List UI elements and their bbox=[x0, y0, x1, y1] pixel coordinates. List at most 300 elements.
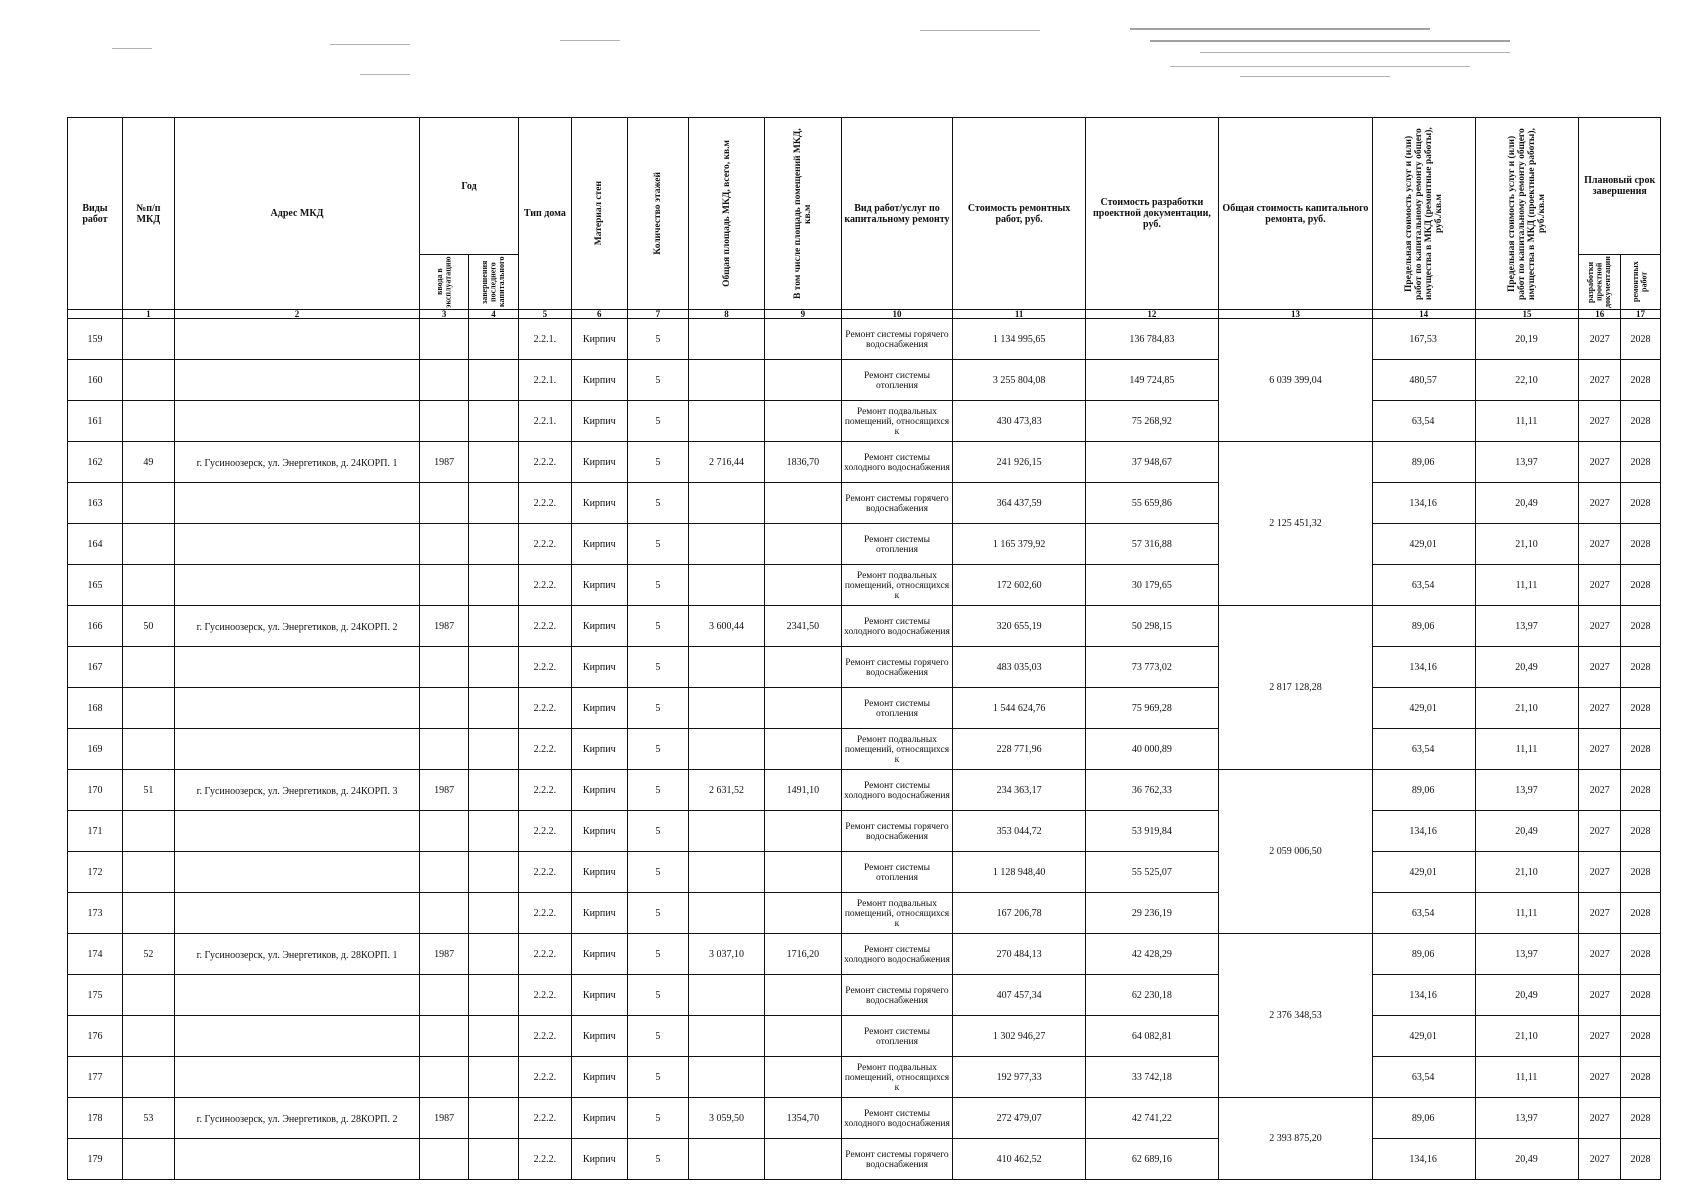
header-deadline-repair: ремонтных работ bbox=[1621, 255, 1661, 310]
header-year-commissioned: ввода в эксплуатацию bbox=[420, 255, 469, 310]
premises-area bbox=[765, 811, 841, 852]
table-row bbox=[68, 729, 1661, 770]
year-last-repair bbox=[469, 360, 519, 401]
deadline-repair: 2028 bbox=[1621, 319, 1661, 360]
total-area: 2 631,52 bbox=[688, 770, 764, 811]
work-type bbox=[841, 401, 953, 442]
year-commissioned bbox=[420, 1057, 469, 1098]
table-row bbox=[68, 483, 1661, 524]
row-number: 168 bbox=[68, 688, 123, 729]
row-number: 171 bbox=[68, 811, 123, 852]
address-cell bbox=[174, 729, 419, 770]
limit-design: 22,10 bbox=[1475, 360, 1579, 401]
deadline-design: 2027 bbox=[1579, 852, 1621, 893]
address-cell bbox=[174, 483, 419, 524]
work-type bbox=[841, 483, 953, 524]
address-cell-text: г. Гусиноозерск, ул. Энергетиков, д. 24КОРП. 2 bbox=[196, 621, 398, 633]
deadline-design: 2027 bbox=[1579, 1098, 1621, 1139]
repair-cost: 410 462,52 bbox=[953, 1139, 1085, 1180]
table-row bbox=[68, 934, 1661, 975]
scan-artifact bbox=[360, 74, 410, 75]
column-number: 17 bbox=[1621, 310, 1661, 319]
year-last-repair bbox=[469, 1057, 519, 1098]
column-number: 13 bbox=[1219, 310, 1373, 319]
work-type-text: Ремонт системы горячего водоснабжения bbox=[845, 329, 949, 350]
premises-area bbox=[765, 483, 841, 524]
mkd-number bbox=[122, 647, 174, 688]
year-last-repair bbox=[469, 442, 519, 483]
wall-material: Кирпич bbox=[571, 606, 627, 647]
row-number: 166 bbox=[68, 606, 123, 647]
deadline-repair: 2028 bbox=[1621, 975, 1661, 1016]
table-row bbox=[68, 565, 1661, 606]
mkd-number: 50 bbox=[122, 606, 174, 647]
work-type-text: Ремонт системы холодного водоснабжения bbox=[844, 944, 950, 965]
row-number: 178 bbox=[68, 1098, 123, 1139]
row-number: 165 bbox=[68, 565, 123, 606]
limit-design: 20,49 bbox=[1475, 975, 1579, 1016]
column-number: 9 bbox=[765, 310, 841, 319]
wall-material: Кирпич bbox=[571, 1016, 627, 1057]
header-vidy-rabot: Виды работ bbox=[68, 118, 123, 310]
design-cost: 62 230,18 bbox=[1085, 975, 1218, 1016]
limit-repair: 429,01 bbox=[1372, 688, 1475, 729]
column-number: 6 bbox=[571, 310, 627, 319]
premises-area bbox=[765, 319, 841, 360]
row-number: 159 bbox=[68, 319, 123, 360]
table-row bbox=[68, 360, 1661, 401]
design-cost: 55 525,07 bbox=[1085, 852, 1218, 893]
year-commissioned bbox=[420, 893, 469, 934]
deadline-design: 2027 bbox=[1579, 811, 1621, 852]
repair-cost: 353 044,72 bbox=[953, 811, 1085, 852]
mkd-number: 53 bbox=[122, 1098, 174, 1139]
scan-artifact bbox=[560, 40, 620, 41]
year-last-repair bbox=[469, 401, 519, 442]
year-last-repair bbox=[469, 1139, 519, 1180]
deadline-design: 2027 bbox=[1579, 1016, 1621, 1057]
deadline-repair: 2028 bbox=[1621, 401, 1661, 442]
design-cost: 36 762,33 bbox=[1085, 770, 1218, 811]
year-commissioned: 1987 bbox=[420, 1098, 469, 1139]
row-number: 174 bbox=[68, 934, 123, 975]
column-number: 16 bbox=[1579, 310, 1621, 319]
wall-material: Кирпич bbox=[571, 442, 627, 483]
row-number: 176 bbox=[68, 1016, 123, 1057]
column-number: 12 bbox=[1085, 310, 1218, 319]
deadline-repair: 2028 bbox=[1621, 729, 1661, 770]
year-commissioned bbox=[420, 319, 469, 360]
design-cost: 53 919,84 bbox=[1085, 811, 1218, 852]
premises-area bbox=[765, 360, 841, 401]
row-number: 179 bbox=[68, 1139, 123, 1180]
house-type: 2.2.2. bbox=[518, 565, 571, 606]
repair-cost: 364 437,59 bbox=[953, 483, 1085, 524]
work-type-text: Ремонт системы холодного водоснабжения bbox=[844, 452, 950, 473]
work-type-text: Ремонт системы отопления bbox=[863, 370, 930, 391]
design-cost: 30 179,65 bbox=[1085, 565, 1218, 606]
column-number: 11 bbox=[953, 310, 1085, 319]
limit-design: 13,97 bbox=[1475, 1098, 1579, 1139]
repair-cost: 1 302 946,27 bbox=[953, 1016, 1085, 1057]
address-cell bbox=[174, 934, 419, 975]
column-number: 2 bbox=[174, 310, 419, 319]
table-row bbox=[68, 852, 1661, 893]
limit-design: 13,97 bbox=[1475, 606, 1579, 647]
house-type: 2.2.2. bbox=[518, 1016, 571, 1057]
address-cell bbox=[174, 1057, 419, 1098]
wall-material: Кирпич bbox=[571, 729, 627, 770]
house-type: 2.2.2. bbox=[518, 647, 571, 688]
work-type bbox=[841, 811, 953, 852]
mkd-number bbox=[122, 565, 174, 606]
table-row bbox=[68, 975, 1661, 1016]
row-number: 163 bbox=[68, 483, 123, 524]
address-cell bbox=[174, 319, 419, 360]
column-number: 7 bbox=[627, 310, 688, 319]
work-type-text: Ремонт подвальных помещений, относящихся к bbox=[844, 898, 950, 929]
limit-design: 11,11 bbox=[1475, 893, 1579, 934]
table-row bbox=[68, 688, 1661, 729]
deadline-design: 2027 bbox=[1579, 319, 1621, 360]
limit-repair: 134,16 bbox=[1372, 647, 1475, 688]
work-type-text: Ремонт системы холодного водоснабжения bbox=[844, 1108, 950, 1129]
address-cell bbox=[174, 1098, 419, 1139]
work-type-text: Ремонт подвальных помещений, относящихся к bbox=[844, 734, 950, 765]
work-type bbox=[841, 647, 953, 688]
total-area bbox=[688, 524, 764, 565]
repair-cost: 234 363,17 bbox=[953, 770, 1085, 811]
year-last-repair bbox=[469, 852, 519, 893]
table-row bbox=[68, 1016, 1661, 1057]
header-limit-design: Предельная стоимость услуг и (или) работ по капитальному ремонту общего имущества в МКД (проектные работы), руб./кв.м bbox=[1475, 118, 1579, 310]
premises-area bbox=[765, 729, 841, 770]
total-cost: 2 376 348,53 bbox=[1219, 934, 1373, 1098]
address-cell-text: г. Гусиноозерск, ул. Энергетиков, д. 24КОРП. 3 bbox=[196, 785, 398, 797]
year-commissioned bbox=[420, 524, 469, 565]
wall-material: Кирпич bbox=[571, 483, 627, 524]
premises-area bbox=[765, 647, 841, 688]
repair-cost: 407 457,34 bbox=[953, 975, 1085, 1016]
mkd-number bbox=[122, 852, 174, 893]
deadline-repair: 2028 bbox=[1621, 565, 1661, 606]
row-number: 169 bbox=[68, 729, 123, 770]
limit-repair: 480,57 bbox=[1372, 360, 1475, 401]
floor-count: 5 bbox=[627, 1016, 688, 1057]
header-mkd-number: №п/п МКД bbox=[122, 118, 174, 310]
work-type bbox=[841, 606, 953, 647]
address-cell-text: г. Гусиноозерск, ул. Энергетиков, д. 28КОРП. 2 bbox=[196, 1113, 398, 1125]
address-cell-text: г. Гусиноозерск, ул. Энергетиков, д. 28КОРП. 1 bbox=[196, 949, 398, 961]
deadline-design: 2027 bbox=[1579, 934, 1621, 975]
floor-count: 5 bbox=[627, 1139, 688, 1180]
address-cell bbox=[174, 811, 419, 852]
repair-cost: 320 655,19 bbox=[953, 606, 1085, 647]
design-cost: 149 724,85 bbox=[1085, 360, 1218, 401]
column-number: 15 bbox=[1475, 310, 1579, 319]
mkd-number bbox=[122, 893, 174, 934]
premises-area: 1491,10 bbox=[765, 770, 841, 811]
header-total-area: Общая площадь МКД, всего, кв.м bbox=[688, 118, 764, 310]
deadline-repair: 2028 bbox=[1621, 442, 1661, 483]
house-type: 2.2.2. bbox=[518, 934, 571, 975]
mkd-number bbox=[122, 483, 174, 524]
floor-count: 5 bbox=[627, 688, 688, 729]
header-year-last-repair: завершения последнего капитального bbox=[469, 255, 519, 310]
year-last-repair bbox=[469, 893, 519, 934]
limit-design: 11,11 bbox=[1475, 729, 1579, 770]
header-deadline-design: разработки проектной документации bbox=[1579, 255, 1621, 310]
header-limit-repair: Предельная стоимость услуг и (или) работ по капитальному ремонту общего имущества в МКД (ремонтные работы), руб./кв.м bbox=[1372, 118, 1475, 310]
work-type-text: Ремонт подвальных помещений, относящихся к bbox=[844, 1062, 950, 1093]
deadline-repair: 2028 bbox=[1621, 893, 1661, 934]
total-area bbox=[688, 811, 764, 852]
repair-cost: 228 771,96 bbox=[953, 729, 1085, 770]
year-last-repair bbox=[469, 524, 519, 565]
design-cost: 73 773,02 bbox=[1085, 647, 1218, 688]
design-cost: 42 741,22 bbox=[1085, 1098, 1218, 1139]
house-type: 2.2.2. bbox=[518, 483, 571, 524]
work-type-text: Ремонт системы отопления bbox=[863, 534, 930, 555]
header-total-cost: Общая стоимость капитального ремонта, руб. bbox=[1219, 118, 1373, 310]
limit-design: 21,10 bbox=[1475, 852, 1579, 893]
design-cost: 57 316,88 bbox=[1085, 524, 1218, 565]
table-row bbox=[68, 524, 1661, 565]
work-type bbox=[841, 975, 953, 1016]
limit-repair: 63,54 bbox=[1372, 893, 1475, 934]
floor-count: 5 bbox=[627, 319, 688, 360]
total-area bbox=[688, 688, 764, 729]
work-type bbox=[841, 524, 953, 565]
year-commissioned: 1987 bbox=[420, 934, 469, 975]
mkd-number bbox=[122, 729, 174, 770]
repair-cost: 3 255 804,08 bbox=[953, 360, 1085, 401]
design-cost: 40 000,89 bbox=[1085, 729, 1218, 770]
year-commissioned bbox=[420, 811, 469, 852]
floor-count: 5 bbox=[627, 934, 688, 975]
column-number: 10 bbox=[841, 310, 953, 319]
row-number: 164 bbox=[68, 524, 123, 565]
work-type bbox=[841, 934, 953, 975]
house-type: 2.2.2. bbox=[518, 770, 571, 811]
total-area bbox=[688, 1139, 764, 1180]
repair-cost: 192 977,33 bbox=[953, 1057, 1085, 1098]
address-cell bbox=[174, 442, 419, 483]
capital-repair-register-table bbox=[67, 117, 1661, 1180]
total-cost: 2 059 006,50 bbox=[1219, 770, 1373, 934]
limit-design: 13,97 bbox=[1475, 934, 1579, 975]
year-commissioned bbox=[420, 688, 469, 729]
deadline-repair: 2028 bbox=[1621, 1057, 1661, 1098]
year-commissioned: 1987 bbox=[420, 606, 469, 647]
column-number-row bbox=[68, 310, 1661, 319]
limit-design: 21,10 bbox=[1475, 524, 1579, 565]
repair-cost: 483 035,03 bbox=[953, 647, 1085, 688]
deadline-repair: 2028 bbox=[1621, 1016, 1661, 1057]
year-last-repair bbox=[469, 688, 519, 729]
work-type bbox=[841, 360, 953, 401]
work-type-text: Ремонт системы холодного водоснабжения bbox=[844, 616, 950, 637]
floor-count: 5 bbox=[627, 360, 688, 401]
table-row bbox=[68, 647, 1661, 688]
total-area bbox=[688, 729, 764, 770]
limit-design: 11,11 bbox=[1475, 401, 1579, 442]
mkd-number bbox=[122, 1139, 174, 1180]
limit-design: 20,49 bbox=[1475, 483, 1579, 524]
total-area bbox=[688, 975, 764, 1016]
floor-count: 5 bbox=[627, 524, 688, 565]
header-repair-cost: Стоимость ремонтных работ, руб. bbox=[953, 118, 1085, 310]
total-cost: 2 393 875,20 bbox=[1219, 1098, 1373, 1180]
work-type bbox=[841, 1139, 953, 1180]
mkd-number bbox=[122, 975, 174, 1016]
year-last-repair bbox=[469, 975, 519, 1016]
design-cost: 75 969,28 bbox=[1085, 688, 1218, 729]
total-area bbox=[688, 565, 764, 606]
design-cost: 62 689,16 bbox=[1085, 1139, 1218, 1180]
limit-repair: 63,54 bbox=[1372, 1057, 1475, 1098]
row-number: 172 bbox=[68, 852, 123, 893]
design-cost: 136 784,83 bbox=[1085, 319, 1218, 360]
deadline-design: 2027 bbox=[1579, 647, 1621, 688]
house-type: 2.2.2. bbox=[518, 1098, 571, 1139]
deadline-design: 2027 bbox=[1579, 606, 1621, 647]
total-cost: 2 125 451,32 bbox=[1219, 442, 1373, 606]
wall-material: Кирпич bbox=[571, 1139, 627, 1180]
design-cost: 50 298,15 bbox=[1085, 606, 1218, 647]
premises-area bbox=[765, 688, 841, 729]
limit-repair: 429,01 bbox=[1372, 1016, 1475, 1057]
register-body bbox=[68, 319, 1661, 1180]
work-type-text: Ремонт системы отопления bbox=[863, 698, 930, 719]
floor-count: 5 bbox=[627, 483, 688, 524]
year-commissioned bbox=[420, 729, 469, 770]
year-last-repair bbox=[469, 770, 519, 811]
deadline-repair: 2028 bbox=[1621, 360, 1661, 401]
deadline-design: 2027 bbox=[1579, 483, 1621, 524]
year-commissioned bbox=[420, 360, 469, 401]
work-type bbox=[841, 688, 953, 729]
deadline-repair: 2028 bbox=[1621, 483, 1661, 524]
total-cost: 6 039 399,04 bbox=[1219, 319, 1373, 442]
year-last-repair bbox=[469, 647, 519, 688]
wall-material: Кирпич bbox=[571, 688, 627, 729]
table-row bbox=[68, 1098, 1661, 1139]
year-last-repair bbox=[469, 606, 519, 647]
scan-artifact bbox=[1200, 52, 1510, 53]
limit-repair: 134,16 bbox=[1372, 1139, 1475, 1180]
work-type bbox=[841, 319, 953, 360]
mkd-number bbox=[122, 401, 174, 442]
year-commissioned bbox=[420, 483, 469, 524]
mkd-number bbox=[122, 688, 174, 729]
premises-area: 1354,70 bbox=[765, 1098, 841, 1139]
header-year: Год bbox=[420, 118, 519, 255]
address-cell bbox=[174, 565, 419, 606]
year-commissioned bbox=[420, 975, 469, 1016]
design-cost: 55 659,86 bbox=[1085, 483, 1218, 524]
address-cell bbox=[174, 852, 419, 893]
deadline-design: 2027 bbox=[1579, 770, 1621, 811]
deadline-repair: 2028 bbox=[1621, 688, 1661, 729]
header-work-type: Вид работ/услуг по капитальному ремонту bbox=[841, 118, 953, 310]
limit-repair: 89,06 bbox=[1372, 442, 1475, 483]
deadline-design: 2027 bbox=[1579, 975, 1621, 1016]
repair-cost: 1 134 995,65 bbox=[953, 319, 1085, 360]
total-area bbox=[688, 401, 764, 442]
address-cell bbox=[174, 401, 419, 442]
premises-area: 1836,70 bbox=[765, 442, 841, 483]
total-area: 3 037,10 bbox=[688, 934, 764, 975]
design-cost: 64 082,81 bbox=[1085, 1016, 1218, 1057]
work-type bbox=[841, 729, 953, 770]
year-commissioned: 1987 bbox=[420, 442, 469, 483]
wall-material: Кирпич bbox=[571, 360, 627, 401]
floor-count: 5 bbox=[627, 401, 688, 442]
total-area bbox=[688, 893, 764, 934]
deadline-design: 2027 bbox=[1579, 688, 1621, 729]
deadline-repair: 2028 bbox=[1621, 606, 1661, 647]
design-cost: 42 428,29 bbox=[1085, 934, 1218, 975]
year-commissioned bbox=[420, 1139, 469, 1180]
deadline-design: 2027 bbox=[1579, 1057, 1621, 1098]
year-last-repair bbox=[469, 319, 519, 360]
floor-count: 5 bbox=[627, 770, 688, 811]
design-cost: 37 948,67 bbox=[1085, 442, 1218, 483]
scan-artifact bbox=[1170, 66, 1470, 67]
year-last-repair bbox=[469, 483, 519, 524]
work-type-text: Ремонт системы отопления bbox=[863, 1026, 930, 1047]
repair-cost: 1 128 948,40 bbox=[953, 852, 1085, 893]
floor-count: 5 bbox=[627, 811, 688, 852]
address-cell bbox=[174, 524, 419, 565]
work-type-text: Ремонт подвальных помещений, относящихся к bbox=[844, 570, 950, 601]
house-type: 2.2.2. bbox=[518, 688, 571, 729]
house-type: 2.2.2. bbox=[518, 606, 571, 647]
table-row bbox=[68, 770, 1661, 811]
scan-artifact bbox=[1150, 40, 1510, 42]
wall-material: Кирпич bbox=[571, 319, 627, 360]
premises-area bbox=[765, 1016, 841, 1057]
deadline-repair: 2028 bbox=[1621, 1139, 1661, 1180]
limit-design: 20,49 bbox=[1475, 811, 1579, 852]
deadline-design: 2027 bbox=[1579, 565, 1621, 606]
limit-repair: 134,16 bbox=[1372, 483, 1475, 524]
limit-repair: 167,53 bbox=[1372, 319, 1475, 360]
address-cell bbox=[174, 1139, 419, 1180]
column-number: 5 bbox=[518, 310, 571, 319]
design-cost: 33 742,18 bbox=[1085, 1057, 1218, 1098]
work-type-text: Ремонт системы горячего водоснабжения bbox=[845, 821, 949, 842]
deadline-design: 2027 bbox=[1579, 1139, 1621, 1180]
header-house-type: Тип дома bbox=[518, 118, 571, 310]
total-area bbox=[688, 647, 764, 688]
deadline-design: 2027 bbox=[1579, 893, 1621, 934]
work-type bbox=[841, 442, 953, 483]
table-row bbox=[68, 1057, 1661, 1098]
wall-material: Кирпич bbox=[571, 1098, 627, 1139]
limit-repair: 63,54 bbox=[1372, 729, 1475, 770]
work-type bbox=[841, 565, 953, 606]
year-last-repair bbox=[469, 565, 519, 606]
table-row bbox=[68, 401, 1661, 442]
address-cell bbox=[174, 893, 419, 934]
year-last-repair bbox=[469, 729, 519, 770]
year-commissioned: 1987 bbox=[420, 770, 469, 811]
total-cost: 2 817 128,28 bbox=[1219, 606, 1373, 770]
wall-material: Кирпич bbox=[571, 770, 627, 811]
repair-cost: 272 479,07 bbox=[953, 1098, 1085, 1139]
